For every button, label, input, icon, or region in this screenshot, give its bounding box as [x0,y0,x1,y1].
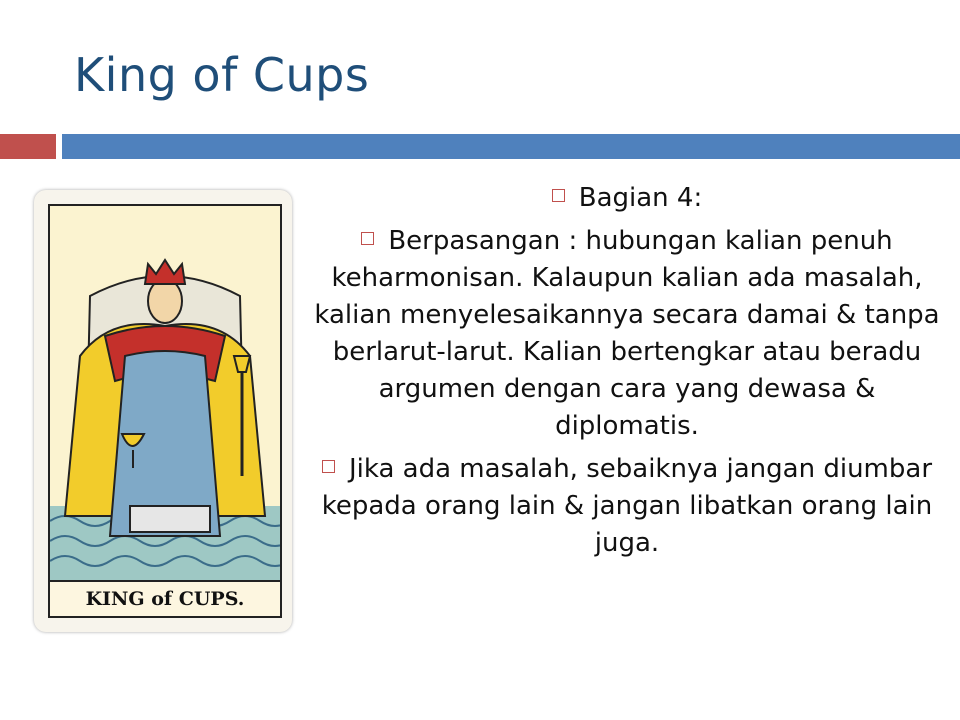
bullet-item [312,180,942,217]
slide-title: King of Cups [74,48,370,102]
bullet-list [312,180,942,568]
square-bullet-icon [361,232,374,245]
accent-bar-red [0,134,56,159]
tarot-card-image [30,186,294,634]
bullet-item [312,223,942,445]
bullet-text: Berpasangan : hubungan kalian penuh keharmonisan. Kalaupun kalian ada masalah, kalian menyelesaikannya secara damai & tanpa berlarut-larut. Kalian bertengkar atau beradu argumen dengan cara yang dewasa & diplomatis. [314,226,940,441]
bullet-item [312,451,942,562]
card-illustration [48,204,282,618]
accent-bar-blue [62,134,960,159]
bullet-text: Bagian 4: [578,183,703,213]
king-illustration [50,206,280,582]
square-bullet-icon [322,460,335,473]
card-label: KING of CUPS. [50,580,280,616]
square-bullet-icon [552,189,565,202]
card-frame [34,190,292,632]
bullet-text: Jika ada masalah, sebaiknya jangan diumbar kepada orang lain & jangan libatkan orang lain juga. [321,454,933,558]
